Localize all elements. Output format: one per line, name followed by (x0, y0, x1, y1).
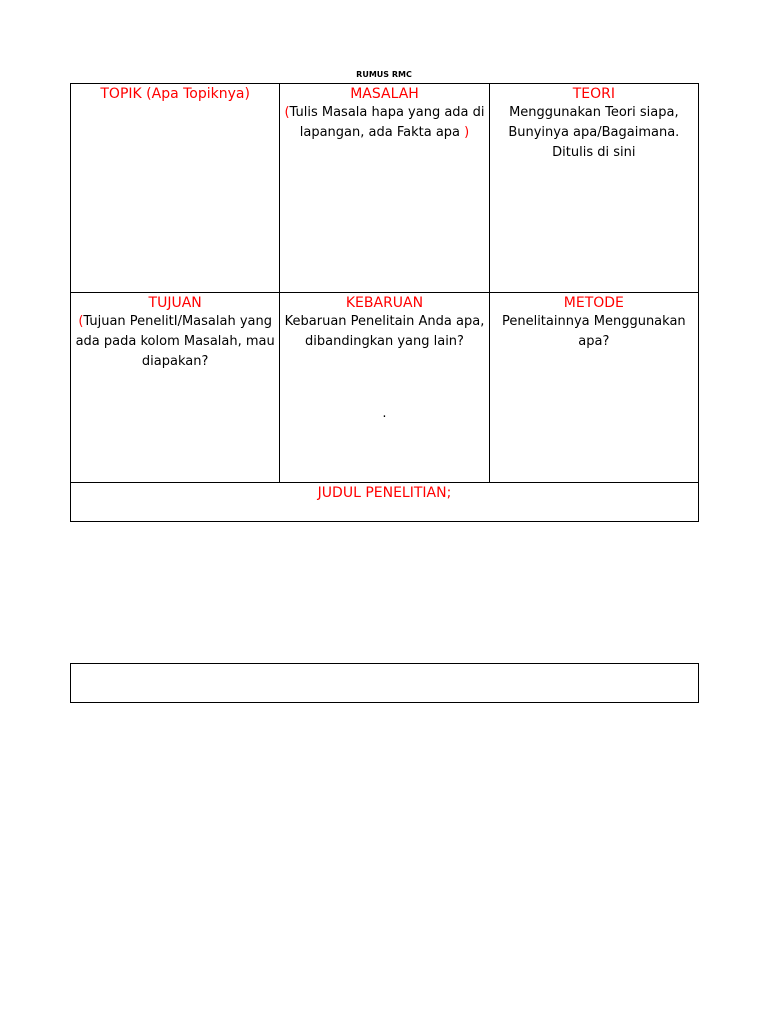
cell-judul (71, 483, 699, 522)
tujuan-text: Tujuan PenelitI/Masalah yang ada pada kolom Masalah, mau diapakan? (75, 314, 275, 369)
teori-text: Menggunakan Teori siapa, Bunyinya apa/Bagaimana. Ditulis di sini (508, 105, 680, 160)
metode-heading: METODE (563, 295, 624, 311)
masalah-open-paren: ( (284, 105, 290, 120)
cell-teori (489, 84, 698, 293)
kebaruan-text: Kebaruan Penelitain Anda apa, dibandingkan yang lain? (284, 314, 485, 349)
cell-metode (489, 293, 698, 483)
tujuan-open-paren: ( (78, 314, 84, 329)
rmc-table (70, 83, 699, 522)
kebaruan-dot: . (382, 406, 387, 421)
masalah-text: Tulis Masala hapa yang ada di lapangan, ada Fakta apa (289, 105, 485, 140)
tujuan-heading: TUJUAN (148, 295, 202, 311)
table-row (71, 84, 699, 293)
cell-topik (71, 84, 280, 293)
table-row (71, 293, 699, 483)
empty-title-box (70, 663, 699, 703)
metode-text: Penelitainnya Menggunakan apa? (501, 314, 686, 349)
document-title: RUMUS RMC (356, 70, 412, 79)
topik-heading: TOPIK (Apa Topiknya) (100, 86, 250, 102)
cell-tujuan (71, 293, 280, 483)
cell-kebaruan (280, 293, 489, 483)
cell-masalah (280, 84, 489, 293)
table-row (71, 483, 699, 522)
masalah-heading: MASALAH (350, 86, 419, 102)
masalah-close-paren: ) (464, 125, 470, 140)
judul-heading: JUDUL PENELITIAN; (317, 485, 452, 501)
kebaruan-heading: KEBARUAN (345, 295, 424, 311)
teori-heading: TEORI (572, 86, 615, 102)
